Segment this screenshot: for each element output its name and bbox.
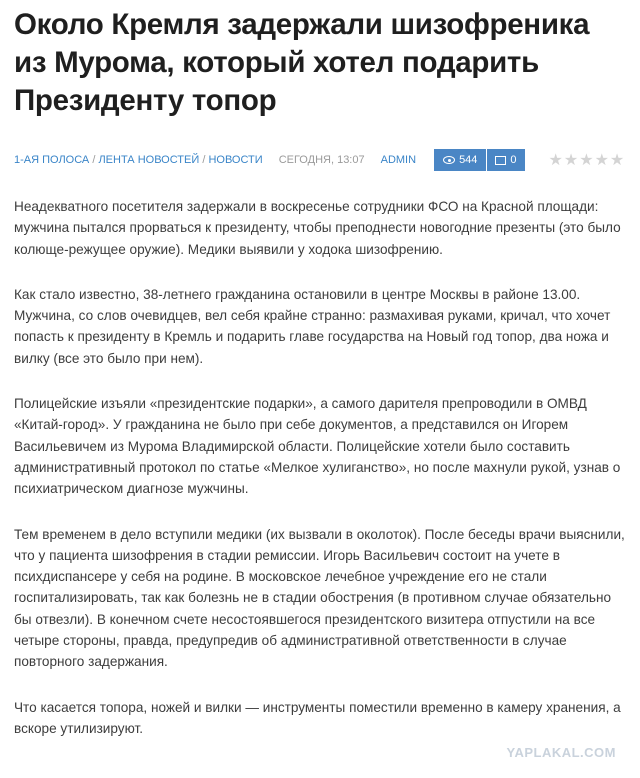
paragraph: Что касается топора, ножей и вилки — инструменты поместили временно в камеру хранения, а вскоре утилизируют.	[14, 699, 621, 736]
article-title: Около Кремля задержали шизофреника из Мурома, который хотел подарить Президенту топор	[14, 8, 590, 117]
paragraph: Полицейские изъяли «президентские подарки», а самого дарителя препроводили в ОМВД «Китай-город». У гражданина не было при себе документов, а представился он Игорем Васильевичем из Мурома Владимирской области. Полицейские хотели было составить административный протокол по статье «Мелкое хулиганство», но после махнули рукой, узнав о психиатрическом диагнозе мужчины.	[14, 396, 621, 497]
paragraph: Как стало известно, 38-летнего гражданина остановили в центре Москвы в районе 13.00. Мужчина, со слов очевидцев, вел себя крайне странно: размахивая руками, кричал, что хочет попасть к президенту в Кремль и подарить главе государства на Новый год топор, два ножа и вилку (все это было при нем).	[14, 286, 611, 366]
comment-icon	[495, 156, 506, 165]
watermark: YAPLAKAL.COM	[506, 745, 616, 760]
paragraph: Неадекватного посетителя задержали в воскресенье сотрудники ФСО на Красной площади: мужчина пытался прорваться к президенту, чтобы преподнести новогодние презенты (это было колюще-режущее оружие). Медики выявили у ходока шизофрению.	[14, 199, 621, 257]
comments-count: 0	[510, 154, 517, 166]
publish-date: СЕГОДНЯ, 13:07	[278, 154, 365, 166]
breadcrumb-link[interactable]: ЛЕНТА НОВОСТЕЙ	[98, 154, 200, 166]
eye-icon	[443, 156, 455, 164]
breadcrumb: 1-АЯ ПОЛОСА / ЛЕНТА НОВОСТЕЙ / НОВОСТИ	[14, 154, 263, 166]
article	[0, 6, 640, 736]
breadcrumb-link[interactable]: НОВОСТИ	[208, 154, 263, 166]
article-body	[14, 196, 626, 763]
comments-badge[interactable]	[487, 149, 524, 171]
rating-stars[interactable]: ★★★★★	[548, 152, 626, 169]
views-count: 544	[459, 154, 478, 166]
author-link[interactable]: ADMIN	[380, 154, 417, 166]
breadcrumb-link[interactable]: 1-АЯ ПОЛОСА	[14, 154, 90, 166]
article-meta	[14, 148, 626, 172]
views-badge	[434, 149, 486, 171]
paragraph: Тем временем в дело вступили медики (их вызвали в околоток). После беседы врачи выяснили, что у пациента шизофрения в стадии ремиссии. Игорь Васильевич состоит на учете в психдиспансере у себя на родине. В московское лечебное учреждение его не стали госпитализировать, так как болезнь не в стадии обострения (в противном случае обязательно бы отвезли). В конечном счете несостоявшегося президентского визитера отпустили на все четыре стороны, правда, предупредив об административной ответственности в случае повторного задержания.	[14, 526, 625, 670]
